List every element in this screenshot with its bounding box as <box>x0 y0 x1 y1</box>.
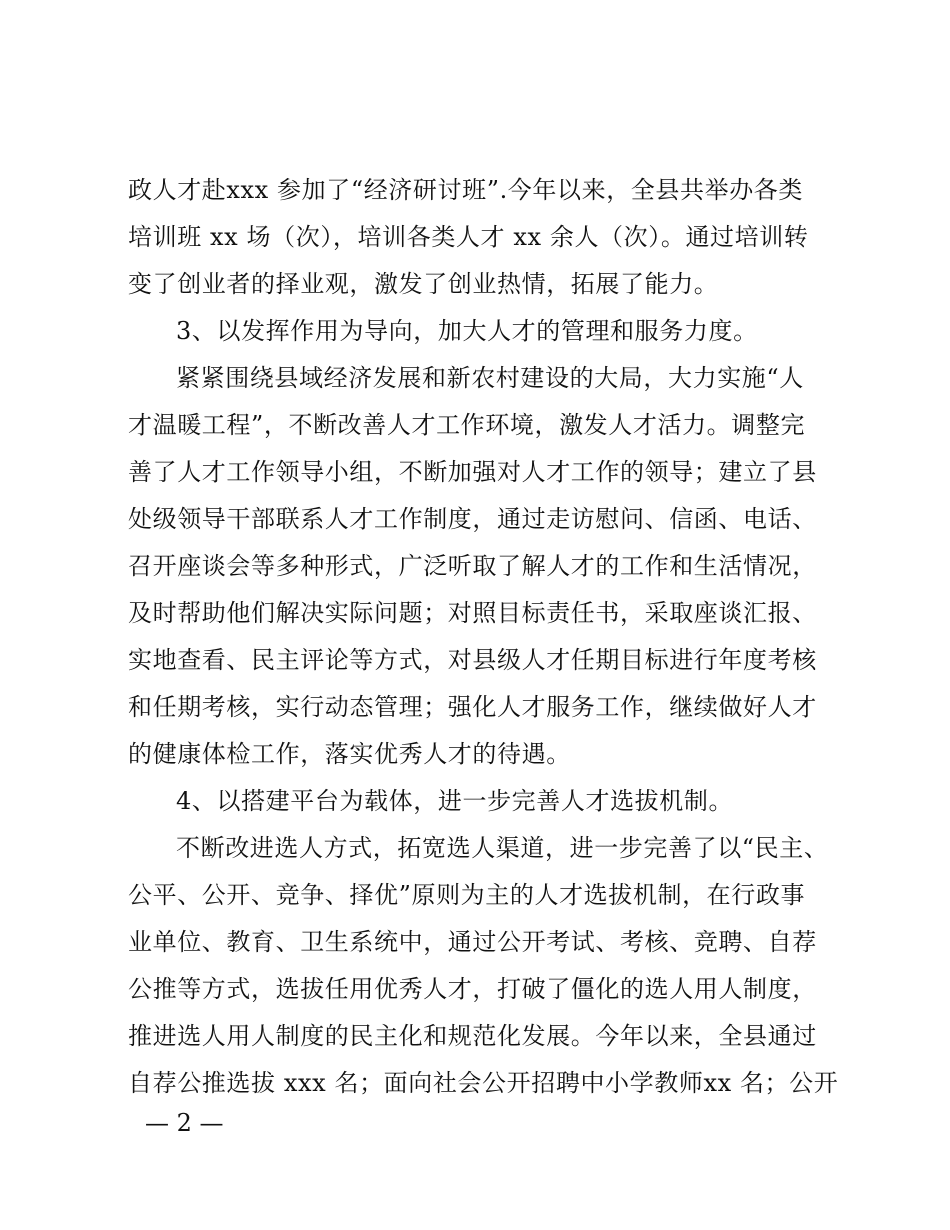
text-line: 召开座谈会等多种形式，广泛听取了解人才的工作和生活情况， <box>128 552 817 580</box>
text-line: 培训班 xx 场（次），培训各类人才 xx 余人（次）。通过培训转 <box>128 223 809 251</box>
text-line: 不断改进选人方式，拓宽选人渠道，进一步完善了以“民主、 <box>176 834 829 862</box>
text-line: 处级领导干部联系人才工作制度，通过走访慰问、信函、电话、 <box>128 505 817 533</box>
text-line: 的健康体检工作，落实优秀人才的待遇。 <box>128 740 571 768</box>
text-line: 实地查看、民主评论等方式，对县级人才任期目标进行年度考核 <box>128 646 817 674</box>
section-heading: 3、以发挥作用为导向，加大人才的管理和服务力度。 <box>176 317 758 345</box>
text-line: 善了人才工作领导小组，不断加强对人才工作的领导；建立了县 <box>128 458 817 486</box>
text-line: 才温暖工程”，不断改善人才工作环境，激发人才活力。调整完 <box>128 411 806 439</box>
text-line: 推进选人用人制度的民主化和规范化发展。今年以来，全县通过 <box>128 1022 817 1050</box>
text-line: 政人才赴xxx 参加了“经济研讨班”.今年以来，全县共举办各类 <box>128 176 804 204</box>
text-line: 紧紧围绕县域经济发展和新农村建设的大局，大力实施“人 <box>176 364 804 392</box>
text-line: 和任期考核，实行动态管理；强化人才服务工作，继续做好人才 <box>128 693 817 721</box>
text-line: 业单位、教育、卫生系统中，通过公开考试、考核、竞聘、自荐 <box>128 928 817 956</box>
section-heading: 4、以搭建平台为载体，进一步完善人才选拔机制。 <box>176 787 734 815</box>
page-number: — 2 — <box>145 1109 224 1137</box>
text-line: 变了创业者的择业观，激发了创业热情，拓展了能力。 <box>128 270 719 298</box>
text-line: 公推等方式，选拔任用优秀人才，打破了僵化的选人用人制度， <box>128 975 817 1003</box>
text-line: 及时帮助他们解决实际问题；对照目标责任书，采取座谈汇报、 <box>128 599 817 627</box>
text-line: 公平、公开、竞争、择优”原则为主的人才选拔机制，在行政事 <box>128 881 806 909</box>
text-line: 自荐公推选拔 xxx 名；面向社会公开招聘中小学教师xx 名；公开 <box>128 1069 839 1097</box>
